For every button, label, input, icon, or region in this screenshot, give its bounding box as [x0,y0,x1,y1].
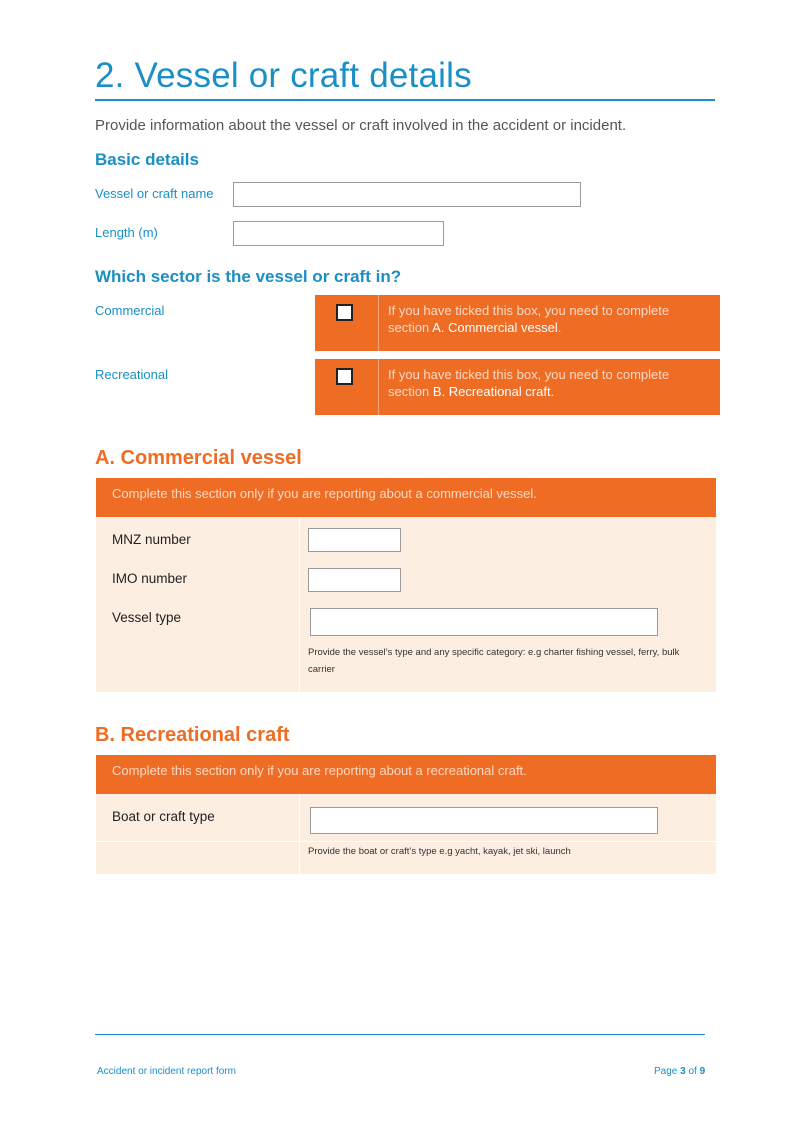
page-title: 2. Vessel or craft details [95,56,472,95]
mnz-number-label: MNZ number [112,532,191,547]
mnz-number-input[interactable] [308,528,401,552]
boat-type-hint: Provide the boat or craft’s type e.g yacht, kayak, jet ski, launch [308,846,571,857]
recreational-sector-box [315,359,720,415]
length-label: Length (m) [95,225,158,240]
checkbox-cell [315,295,379,351]
column-divider [299,517,300,692]
boat-type-input[interactable] [310,807,658,834]
recreational-checkbox[interactable] [336,368,353,385]
recreational-banner-text: Complete this section only if you are reporting about a recreational craft. [112,763,527,778]
section-intro: Provide information about the vessel or craft involved in the accident or incident. [95,117,627,134]
recreational-label: Recreational [95,367,168,382]
imo-number-input[interactable] [308,568,401,592]
recreational-section-panel [96,755,716,874]
sector-heading: Which sector is the vessel or craft in? [95,267,402,286]
commercial-section-ref: A. Commercial vessel [432,320,558,335]
boat-type-label: Boat or craft type [112,809,215,824]
column-divider [299,794,300,874]
imo-number-label: IMO number [112,571,188,586]
recreational-section-heading: B. Recreational craft [95,724,290,746]
vessel-name-input[interactable] [233,182,581,207]
recreational-note: If you have ticked this box, you need to complete section B. Recreational craft. [388,367,670,399]
commercial-banner [96,478,716,517]
vessel-type-label: Vessel type [112,610,182,625]
basic-details-heading: Basic details [95,150,199,169]
commercial-sector-box [315,295,720,351]
vessel-name-label: Vessel or craft name [95,186,214,201]
commercial-checkbox[interactable] [336,304,353,321]
commercial-label: Commercial [95,303,165,318]
checkbox-cell [315,359,379,415]
title-divider [95,99,715,101]
page-number: Page 3 of 9 [654,1066,706,1077]
vessel-type-input[interactable] [310,608,658,636]
footer-form-name: Accident or incident report form [97,1066,236,1077]
recreational-banner [96,755,716,794]
recreational-section-ref: B. Recreational craft [432,384,551,399]
row-divider [96,841,716,842]
commercial-section-panel [96,478,716,692]
vessel-type-hint: Provide the vessel’s type and any specific category: e.g charter fishing vessel, ferry, bulk carrier [308,647,680,675]
commercial-section-heading: A. Commercial vessel [95,447,302,469]
commercial-note: If you have ticked this box, you need to complete section A. Commercial vessel. [388,303,670,335]
commercial-banner-text: Complete this section only if you are reporting about a commercial vessel. [112,486,537,501]
length-input[interactable] [233,221,444,246]
footer-divider [95,1034,705,1035]
